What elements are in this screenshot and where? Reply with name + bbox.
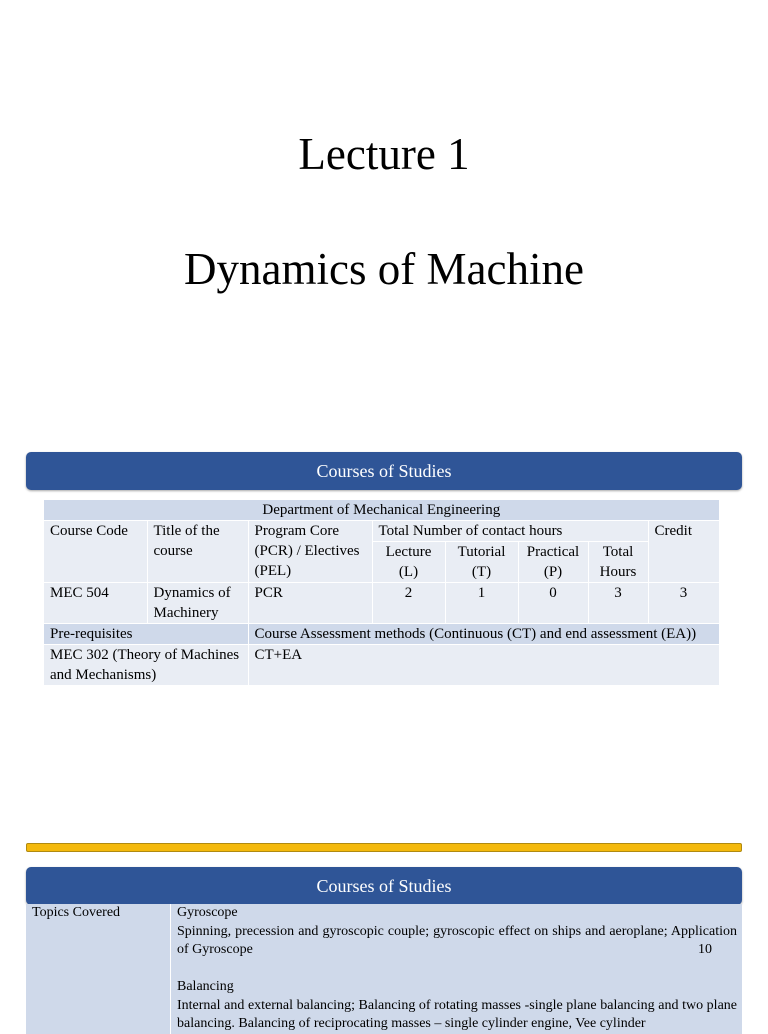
gold-divider-bar	[26, 843, 742, 852]
prerequisites-value: MEC 302 (Theory of Machines and Mechanisms)	[44, 645, 248, 686]
table-row	[44, 645, 719, 686]
spacer	[177, 960, 737, 979]
table-row	[44, 521, 719, 542]
header-title: Title of the course	[147, 521, 248, 583]
cell-total-hours: 3	[588, 583, 648, 624]
header-tutorial: Tutorial (T)	[445, 542, 518, 583]
cell-lecture: 2	[372, 583, 445, 624]
lecture-title: Lecture 1	[298, 129, 470, 179]
department-cell: Department of Mechanical Engineering	[44, 500, 719, 521]
prerequisites-label: Pre-requisites	[44, 624, 248, 645]
gyroscope-hours: 10	[698, 942, 712, 957]
header-course-code: Course Code	[44, 521, 147, 583]
assessment-value: CT+EA	[248, 645, 719, 686]
cell-course-code: MEC 504	[44, 583, 147, 624]
table-row	[26, 904, 742, 1034]
header-contact-hours: Total Number of contact hours	[372, 521, 648, 542]
topics-table	[26, 904, 742, 1034]
course-title: Dynamics of Machine	[184, 244, 584, 294]
cell-title: Dynamics of Machinery	[147, 583, 248, 624]
header-program-core: Program Core (PCR) / Electives (PEL)	[248, 521, 372, 583]
balancing-heading: Balancing	[177, 979, 234, 994]
header-lecture: Lecture (L)	[372, 542, 445, 583]
topics-content	[171, 904, 743, 1034]
header-total-hours: Total Hours	[588, 542, 648, 583]
table-row	[44, 500, 719, 521]
header-credit: Credit	[648, 521, 719, 583]
assessment-label: Course Assessment methods (Continuous (CT) and end assessment (EA))	[248, 624, 719, 645]
courses-of-studies-banner: Courses of Studies	[26, 452, 742, 490]
gyroscope-heading: Gyroscope	[177, 905, 238, 920]
balancing-text: Internal and external balancing; Balancing of rotating masses -single plane balancing and two plane balancing. Balancing of reciprocating masses – single cylinder engine, Vee cylinder	[177, 997, 737, 1031]
cell-credit: 3	[648, 583, 719, 624]
course-details-table	[44, 500, 720, 686]
cell-program-core: PCR	[248, 583, 372, 624]
topics-covered-label: Topics Covered	[26, 904, 171, 1034]
table-row	[44, 583, 719, 624]
courses-of-studies-banner-2: Courses of Studies	[26, 867, 742, 905]
gyroscope-text: Spinning, precession and gyroscopic couple; gyroscopic effect on ships and aeroplane; Application of Gyroscope	[177, 923, 737, 957]
cell-practical: 0	[518, 583, 588, 624]
cell-tutorial: 1	[445, 583, 518, 624]
table-row	[44, 624, 719, 645]
header-practical: Practical (P)	[518, 542, 588, 583]
